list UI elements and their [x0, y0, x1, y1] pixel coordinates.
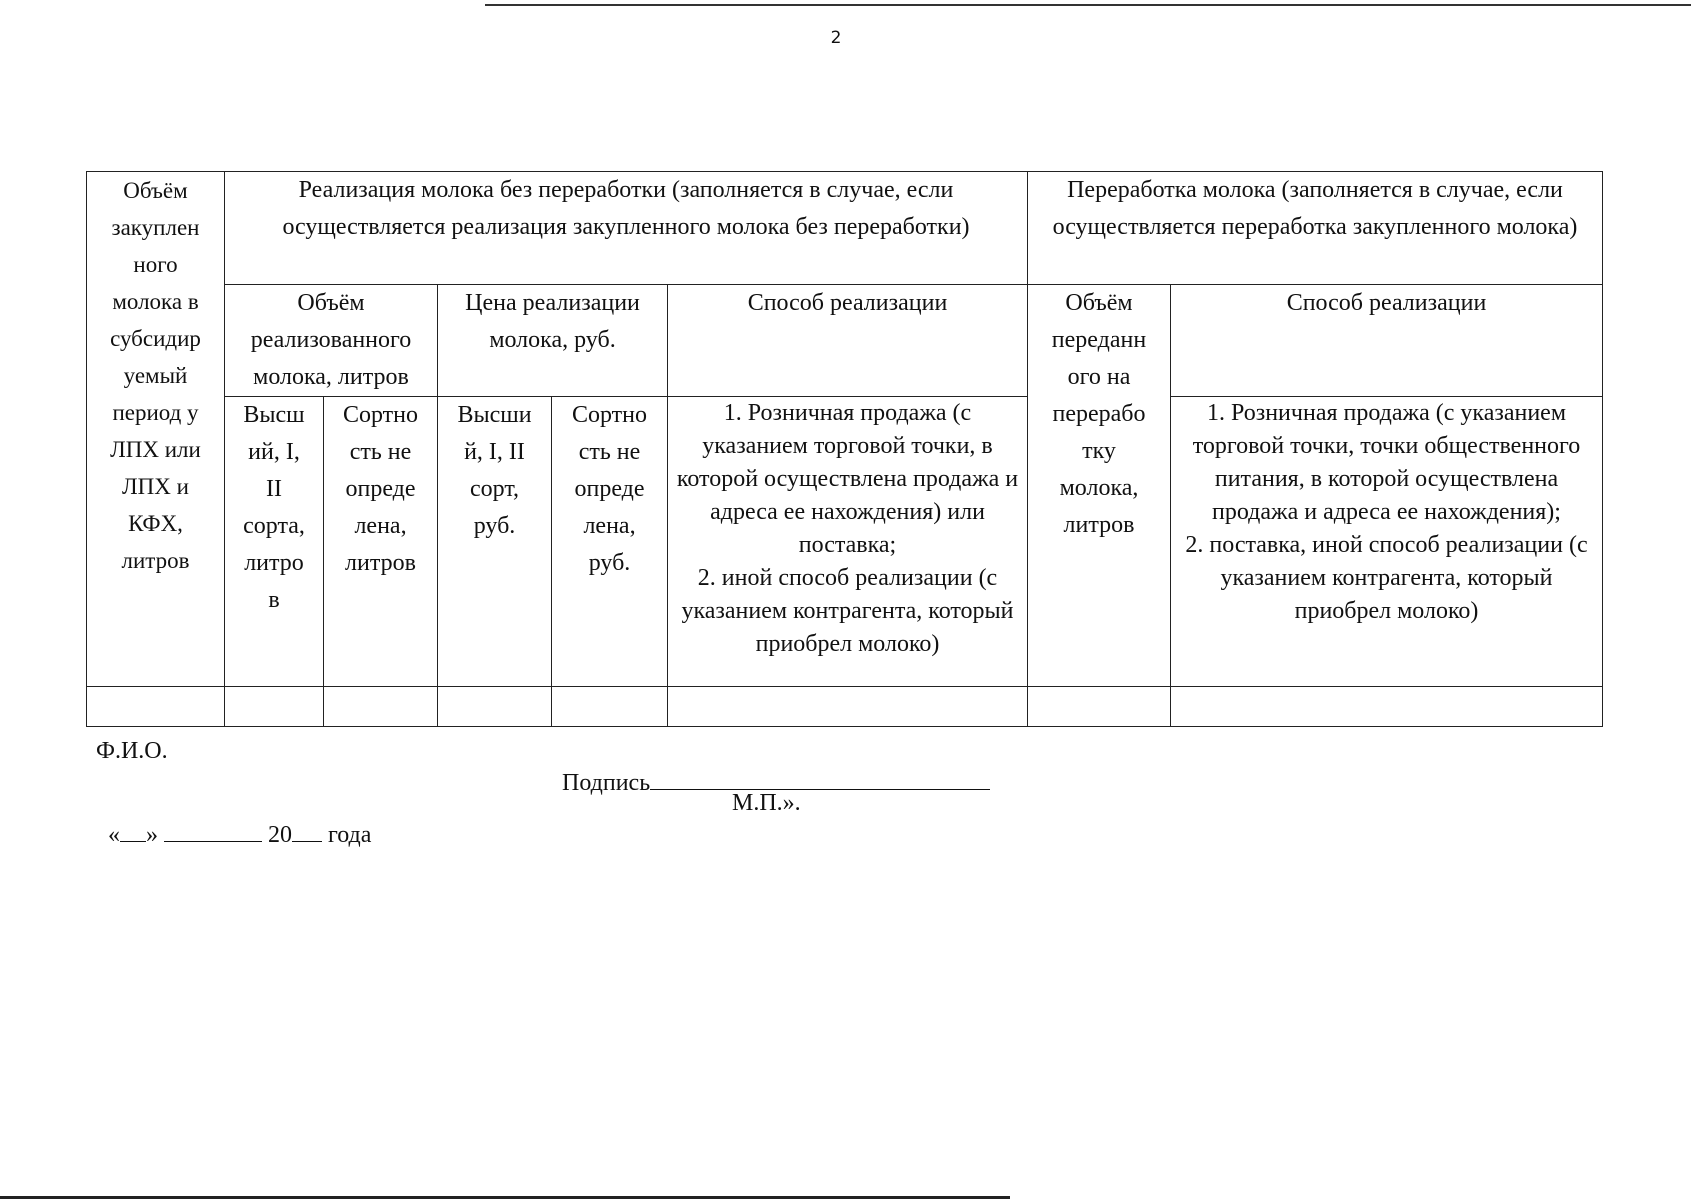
empty-cell[interactable]	[324, 687, 438, 727]
day-field[interactable]	[120, 817, 146, 842]
year-field[interactable]	[292, 817, 322, 842]
fio-label: Ф.И.О.	[96, 738, 168, 764]
page-number: 2	[830, 28, 842, 48]
processing-method-options: 1. Розничная продажа (с указанием торговой точки, точки общественного питания, в которой осуществлена продажа и адреса ее нахождения); 2. поставка, иной способ реализации (с указанием контрагента, который приобрел молоко)	[1171, 397, 1603, 687]
month-field[interactable]	[164, 817, 262, 842]
header-volume-ungraded: Сортно сть не опреде лена, литров	[324, 397, 438, 687]
sale-method-options: 1. Розничная продажа (с указанием торговой точки, в которой осуществлена продажа и адреса ее нахождения) или поставка; 2. иной способ реализации (с указанием контрагента, который приобрел молоко)	[668, 397, 1028, 687]
header-price-ungraded: Сортно сть не опреде лена, руб.	[552, 397, 668, 687]
year-suffix: года	[328, 822, 372, 848]
header-processing-group: Переработка молока (заполняется в случае, если осуществляется переработка закупленного молока)	[1028, 172, 1603, 285]
header-sale-price: Цена реализации молока, руб.	[438, 285, 668, 397]
empty-cell[interactable]	[552, 687, 668, 727]
empty-cell[interactable]	[225, 687, 324, 727]
empty-cell[interactable]	[438, 687, 552, 727]
empty-cell[interactable]	[1171, 687, 1603, 727]
header-sale-group: Реализация молока без переработки (заполняется в случае, если осуществляется реализация закупленного молока без переработки)	[225, 172, 1028, 285]
empty-cell[interactable]	[1028, 687, 1171, 727]
year-prefix: 20	[268, 822, 292, 848]
header-sale-method: Способ реализации	[668, 285, 1028, 397]
signature-line[interactable]	[650, 765, 990, 790]
stamp-label: М.П.».	[732, 790, 801, 816]
table-row-empty	[87, 687, 1603, 727]
header-volume-top-grade: Высш ий, I, II сорта, литро в	[225, 397, 324, 687]
empty-cell[interactable]	[668, 687, 1028, 727]
header-purchased-volume: Объём закуплен ного молока в субсидир уемый период у ЛПХ или ЛПХ и КФХ, литров	[87, 172, 225, 687]
top-rule	[485, 4, 1691, 6]
header-price-top-grade: Высши й, I, II сорт, руб.	[438, 397, 552, 687]
header-sale-volume: Объём реализованного молока, литров	[225, 285, 438, 397]
bottom-rule	[0, 1196, 1010, 1199]
header-processing-volume: Объём переданн ого на перерабо тку молока, литров	[1028, 285, 1171, 687]
date-block	[96, 790, 371, 849]
date-open-quote: «	[108, 822, 120, 848]
header-processing-method: Способ реализации	[1171, 285, 1603, 397]
date-close-quote: »	[146, 822, 158, 848]
signature-label: Подпись	[562, 770, 651, 796]
milk-report-table	[86, 171, 1603, 727]
signature-block	[550, 738, 990, 797]
empty-cell[interactable]	[87, 687, 225, 727]
